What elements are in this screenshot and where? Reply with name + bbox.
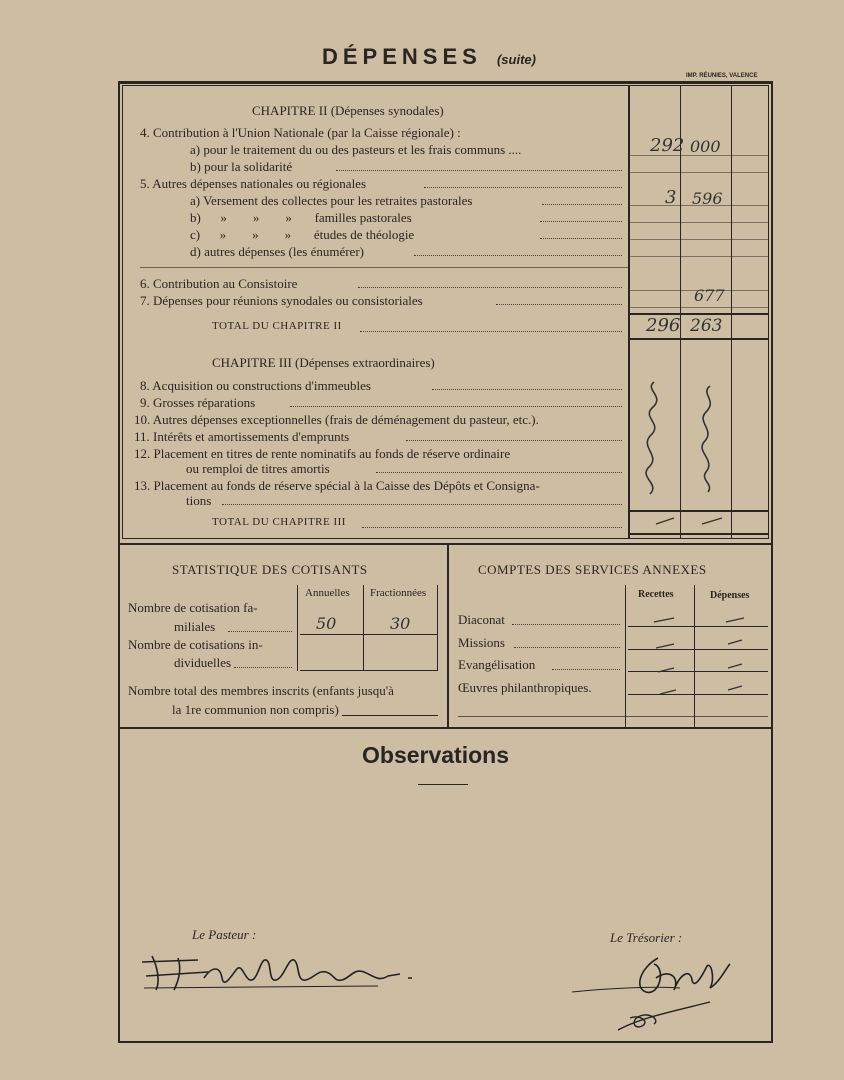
item-10 (134, 412, 539, 428)
title-suffix: (suite) (496, 52, 536, 67)
leader-dots (376, 472, 622, 473)
amount-retraites-cents: 596 (692, 189, 723, 208)
item-13 (134, 478, 540, 494)
section-rule (120, 543, 772, 545)
item-text: Dépenses pour réunions synodales ou consistoriales (153, 293, 423, 308)
item-num: 12. (134, 446, 151, 461)
stat-row2-line1: Nombre de cotisations in- (128, 637, 263, 652)
row-rule (628, 239, 769, 240)
col-divider (625, 585, 626, 727)
item-5 (140, 176, 366, 192)
item-5c: c) » » » études de théologie (190, 227, 415, 242)
col-depenses: Dépenses (710, 590, 750, 601)
dash-mark (702, 518, 722, 524)
amount-retraites-francs: 3 (665, 187, 677, 208)
section-rule (140, 267, 628, 268)
leader-dots (362, 527, 622, 528)
stat-total-line2: la 1re communion non compris) (172, 702, 339, 717)
section-divider (447, 545, 449, 728)
comptes-diaconat: Diaconat (458, 612, 505, 627)
row-rule (628, 222, 769, 223)
title-text: DÉPENSES (322, 44, 482, 69)
col-fractionnees: Fractionnées (370, 587, 427, 599)
leader-dots (290, 406, 622, 407)
item-4b: b) pour la solidarité (190, 159, 293, 174)
leader-dots (222, 504, 622, 505)
amount-traitement-cents: 000 (690, 137, 721, 156)
col-divider (297, 585, 298, 671)
comptes-title: COMPTES DES SERVICES ANNEXES (478, 562, 707, 577)
item-12-cont: ou remploi de titres amortis (186, 461, 330, 476)
dash-mark (726, 618, 744, 622)
item-num: 8. (140, 378, 150, 393)
tresorier-signature (570, 948, 750, 1038)
leader-dots (552, 669, 620, 670)
total-chapitre2-francs: 296 (646, 315, 681, 336)
leader-dots (228, 631, 292, 632)
row-rule (628, 307, 769, 308)
comptes-dash-marks (640, 610, 760, 700)
pasteur-label: Le Pasteur : (192, 927, 257, 942)
leader-dots (540, 221, 622, 222)
item-8 (140, 378, 371, 394)
stat-row1-fractionnees: 30 (390, 614, 411, 633)
item-text: Intérêts et amortissements d'emprunts (153, 429, 350, 444)
item-text: Placement en titres de rente nominatifs au fonds de réserve ordinaire (153, 446, 511, 461)
total-rule (628, 338, 769, 340)
row-rule (628, 172, 769, 173)
leader-dots (406, 440, 622, 441)
col-divider (628, 85, 630, 539)
item-num: 9. (140, 395, 150, 410)
col-recettes: Recettes (638, 589, 674, 600)
comptes-evangelisation: Evangélisation (458, 657, 536, 672)
squiggle-mark (646, 382, 657, 494)
stat-total-field (342, 715, 438, 716)
item-7 (140, 293, 423, 309)
item-num: 7. (140, 293, 150, 308)
item-num: 5. (140, 176, 150, 191)
leader-dots (540, 238, 622, 239)
item-text: Contribution à l'Union Nationale (par la Caisse régionale) : (153, 125, 461, 140)
leader-dots (234, 667, 292, 668)
amount-reunions-cents: 677 (694, 286, 725, 305)
total-chapitre2-cents: 263 (690, 316, 723, 336)
item-text: Grosses réparations (153, 395, 256, 410)
total-chapitre3-label: TOTAL DU CHAPITRE III (212, 516, 346, 528)
observations-title: Observations (362, 742, 509, 768)
blank-mark-svg (636, 378, 746, 528)
col-annuelles: Annuelles (305, 587, 350, 599)
stat-row1-line1: Nombre de cotisation fa- (128, 600, 258, 615)
dash-mark (656, 518, 674, 524)
row-rule (458, 716, 768, 717)
comptes-missions: Missions (458, 635, 505, 650)
amount-traitement-francs: 292 (650, 135, 685, 156)
stat-row2-line2: dividuelles (174, 655, 232, 670)
leader-dots (424, 187, 622, 188)
total-chapitre2-label: TOTAL DU CHAPITRE II (212, 320, 342, 332)
tresorier-label: Le Trésorier : (610, 930, 683, 945)
item-12 (134, 446, 510, 462)
dash-mark (656, 644, 674, 648)
leader-dots (432, 389, 622, 390)
item-4a: a) pour le traitement du ou des pasteurs et les frais communs .... (190, 142, 522, 157)
leader-dots (514, 647, 620, 648)
printer-credit: IMP. RÉUNIES, VALENCE (686, 73, 758, 79)
statistique-title: STATISTIQUE DES COTISANTS (172, 562, 368, 577)
row-rule (300, 634, 437, 635)
item-text: Autres dépenses nationales ou régionales (152, 176, 367, 191)
chapitre3-title: CHAPITRE III (Dépenses extraordinaires) (212, 355, 435, 370)
item-6 (140, 276, 297, 292)
leader-dots (542, 204, 622, 205)
item-5d: d) autres dépenses (les énumérer) (190, 244, 364, 259)
item-text: Autres dépenses exceptionnelles (frais de déménagement du pasteur, etc.). (152, 412, 539, 427)
comptes-oeuvres: Œuvres philanthropiques. (458, 680, 592, 695)
leader-dots (496, 304, 622, 305)
title-underline (418, 784, 468, 785)
col-divider (363, 585, 364, 671)
dash-mark (658, 668, 674, 672)
dash-mark (654, 618, 674, 622)
stat-row1-annuelles: 50 (316, 614, 337, 633)
row-rule (300, 670, 437, 671)
squiggle-mark (702, 386, 710, 492)
leader-dots (512, 624, 620, 625)
item-text: Contribution au Consistoire (153, 276, 298, 291)
item-num: 11. (134, 429, 150, 444)
item-num: 13. (134, 478, 151, 493)
section-rule (120, 727, 772, 729)
chapitre2-title: CHAPITRE II (Dépenses synodales) (252, 103, 444, 118)
leader-dots (414, 255, 622, 256)
row-rule (628, 256, 769, 257)
total-rule (628, 533, 769, 535)
item-num: 4. (140, 125, 150, 140)
item-5b: b) » » » familles pastorales (190, 210, 412, 225)
item-text: Acquisition ou constructions d'immeubles (152, 378, 371, 393)
item-num: 6. (140, 276, 150, 291)
leader-dots (358, 287, 622, 288)
leader-dots (336, 170, 622, 171)
item-5a: a) Versement des collectes pour les retraites pastorales (190, 193, 473, 208)
item-4 (140, 125, 461, 141)
dash-mark (660, 690, 676, 694)
item-num: 10. (134, 412, 151, 427)
item-9 (140, 395, 255, 411)
pasteur-signature (138, 948, 428, 998)
item-13-cont: tions (186, 493, 212, 508)
item-text: Placement au fonds de réserve spécial à la Caisse des Dépôts et Consigna- (153, 478, 540, 493)
dash-mark (728, 664, 742, 668)
stat-row1-line2: miliales (174, 619, 216, 634)
page-title (322, 44, 536, 70)
item-11 (134, 429, 349, 445)
dash-mark (728, 686, 742, 690)
col-divider (437, 585, 438, 671)
dash-mark (728, 640, 742, 644)
leader-dots (360, 331, 622, 332)
stat-total-line1: Nombre total des membres inscrits (enfants jusqu'à (128, 683, 394, 698)
